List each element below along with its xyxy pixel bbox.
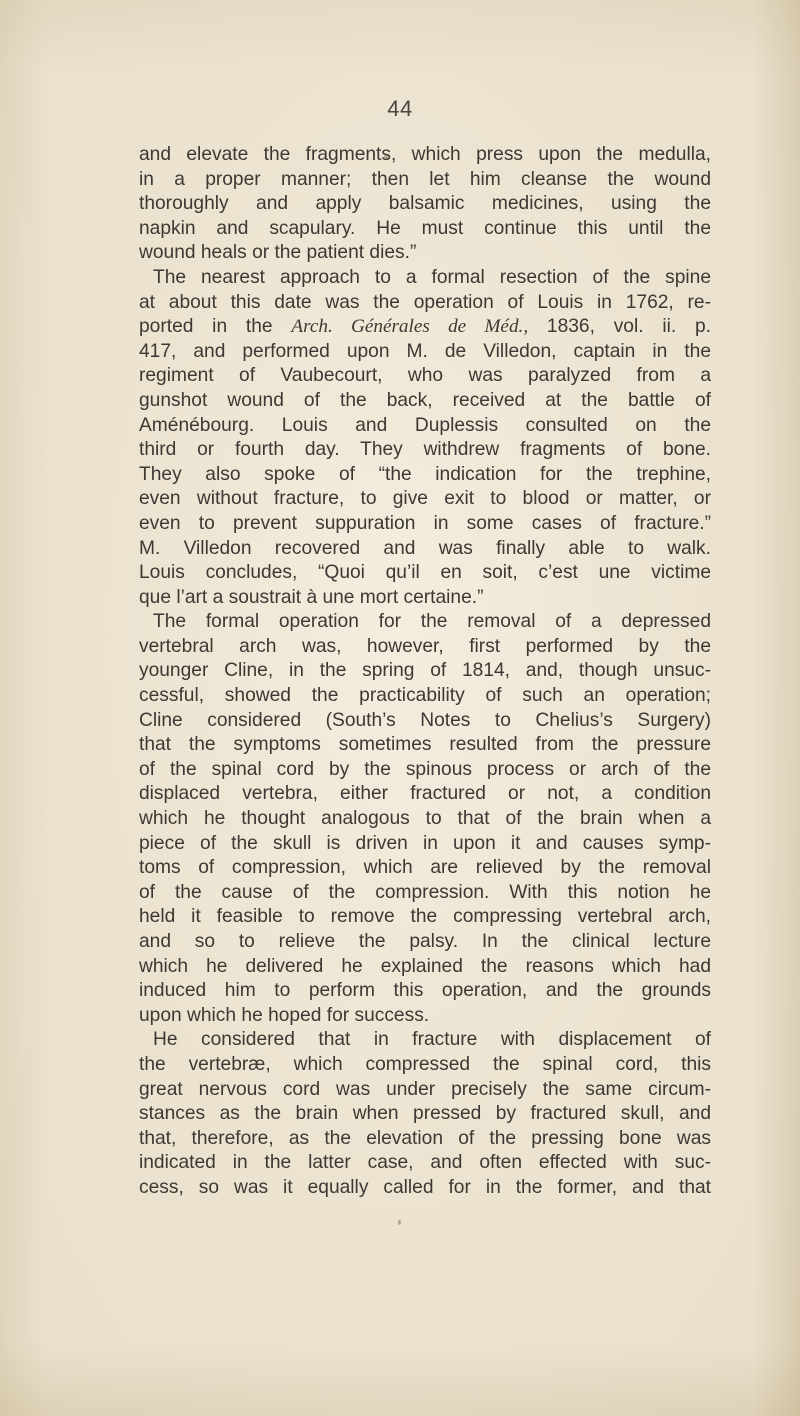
text-line: M. Villedon recovered and was finally able to walk.	[139, 537, 711, 559]
text-line: stances as the brain when pressed by fractured skull, and	[139, 1103, 711, 1125]
text-line: of the cause of the compression. With this notion he	[139, 881, 711, 903]
text-line: induced him to perform this operation, and the grounds	[139, 980, 711, 1002]
text-line: que l’art a soustrait à une mort certaine.”	[139, 586, 484, 608]
paper-speck	[384, 155, 388, 159]
text-line: gunshot wound of the back, received at the battle of	[139, 389, 711, 411]
text-line: Louis concludes, “Quoi qu’il en soit, c’est une victime	[139, 562, 711, 584]
text-line: third or fourth day. They withdrew fragments of bone.	[139, 439, 711, 461]
text-line: displaced vertebra, either fractured or not, a condition	[139, 783, 711, 805]
text-line: Aménébourg. Louis and Duplessis consulted on the	[139, 414, 711, 436]
text-line: cessful, showed the practicability of such an operation;	[139, 685, 711, 707]
text-line: upon which he hoped for success.	[139, 1004, 430, 1026]
text-line: which he thought analogous to that of the brain when a	[139, 808, 711, 830]
text-line: They also spoke of “the indication for the trephine,	[139, 463, 711, 485]
page-number: 44	[387, 96, 413, 121]
text-line: great nervous cord was under precisely the same circum-	[139, 1078, 711, 1100]
text-line: Cline considered (South’s Notes to Chelius’s Surgery)	[139, 709, 711, 731]
text-line: that the symptoms sometimes resulted from the pressure	[139, 734, 711, 756]
text-line: and so to relieve the palsy. In the clinical lecture	[139, 931, 711, 952]
text-line: thoroughly and apply balsamic medicines, using the	[139, 193, 711, 215]
text-line: regiment of Vaubecourt, who was paralyzed from a	[139, 365, 711, 387]
journal-title: Arch. Générales de Méd.,	[291, 316, 529, 338]
text-line: vertebral arch was, however, first performed by the	[139, 635, 711, 657]
text-line: younger Cline, in the spring of 1814, and, though unsuc-	[139, 660, 711, 682]
text-line: which he delivered he explained the reasons which had	[139, 955, 711, 977]
text-line: indicated in the latter case, and often effected with suc-	[139, 1152, 711, 1174]
text-line: The formal operation for the removal of a depressed	[153, 611, 711, 633]
text-line: of the spinal cord by the spinous process or arch of the	[139, 758, 711, 780]
text-line: The nearest approach to a formal resection of the spine	[153, 266, 711, 288]
text-line: He considered that in fracture with displacement of	[153, 1029, 711, 1051]
text-line	[139, 315, 711, 340]
text-segment: ported in the	[139, 316, 292, 338]
text-line: toms of compression, which are relieved by the removal	[139, 857, 711, 879]
text-line: in a proper manner; then let him cleanse the wound	[139, 168, 711, 190]
text-line: and elevate the fragments, which press upon the medulla,	[139, 144, 711, 165]
text-line: cess, so was it equally called for in the former, and that	[139, 1176, 711, 1198]
body-text	[139, 143, 711, 1201]
text-line: 417, and performed upon M. de Villedon, captain in the	[139, 340, 711, 362]
text-line: wound heals or the patient dies.”	[139, 242, 417, 264]
text-line: the vertebræ, which compressed the spinal cord, this	[139, 1053, 711, 1075]
text-line: at about this date was the operation of Louis in 1762, re-	[139, 291, 711, 313]
text-line: even to prevent suppuration in some cases of fracture.”	[139, 512, 711, 534]
text-line: piece of the skull is driven in upon it and causes symp-	[139, 832, 711, 854]
text-line: even without fracture, to give exit to blood or matter, or	[139, 488, 711, 510]
text-line: held it feasible to remove the compressing vertebral arch,	[139, 906, 711, 928]
text-line: that, therefore, as the elevation of the pressing bone was	[139, 1127, 711, 1149]
paper-speck	[398, 1220, 401, 1225]
text-line: napkin and scapulary. He must continue this until the	[139, 217, 711, 239]
text-segment: 1836, vol. ii. p.	[528, 316, 711, 338]
